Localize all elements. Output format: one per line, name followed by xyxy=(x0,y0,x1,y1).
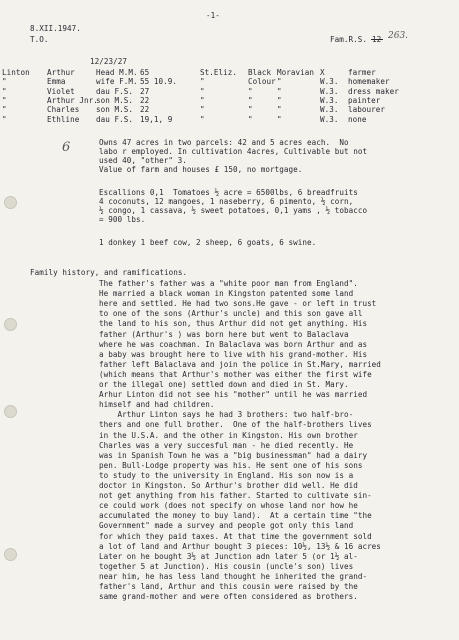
table-cell-religion: Moravian xyxy=(277,68,314,77)
table-cell-colour: Colour xyxy=(248,77,276,87)
text-line: where he was coachman. In Balaclava was born Arthur and as xyxy=(99,339,368,349)
text-line: a baby was brought here to live with his grand-mother. His xyxy=(99,349,368,359)
text-line: a lot of land and Arthur bought 3 pieces: 10½, 13½ & 16 acres xyxy=(99,541,381,551)
table-cell-age: 22 xyxy=(140,95,150,105)
text-line: Value of farm and houses £ 150, no mortgage. xyxy=(99,165,303,174)
table-cell-relation: son M.S. xyxy=(96,105,133,115)
table-cell-colour: Black xyxy=(248,68,272,77)
table-cell-birth: " xyxy=(200,95,205,105)
text-line: the land to his son, thus Arthur did not get anything. His xyxy=(99,319,368,329)
punch-hole xyxy=(4,196,17,209)
table-cell-occupation: labourer xyxy=(348,105,385,115)
table-cell-lit: X xyxy=(320,68,325,77)
punch-hole xyxy=(4,318,17,331)
text-line: Escallions 0,1 Tomatoes ½ acre = 6500lbs, 6 breadfruits xyxy=(99,188,358,197)
table-cell-religion: " xyxy=(277,95,282,105)
table-cell-surname: " xyxy=(2,86,7,96)
table-cell-occupation: homemaker xyxy=(348,77,390,87)
table-cell-age: 22 xyxy=(140,105,150,115)
table-cell-name: Emma xyxy=(47,77,66,87)
livestock-line: 1 donkey 1 beef cow, 2 sheep, 6 goats, 6 swine. xyxy=(99,238,317,247)
text-line: near him, he has less land thought he inherited the grand- xyxy=(99,571,368,581)
text-line: or the illegal one) settled down and died in St. Mary. xyxy=(99,380,349,389)
table-cell-lit: W.3. xyxy=(320,105,339,115)
text-line: = 900 lbs. xyxy=(99,215,146,224)
text-line: pen. Bull-Lodge property was his. He sent one of his sons xyxy=(99,460,363,470)
table-cell-birth: " xyxy=(200,86,205,96)
table-cell-relation: son M.S. xyxy=(96,95,133,105)
table-cell-age: 19,1, 9 xyxy=(140,114,173,124)
table-cell-colour: " xyxy=(248,86,253,96)
text-line: himself and had children. xyxy=(99,400,215,410)
table-cell-surname: " xyxy=(2,77,7,87)
table-cell-name: Arthur xyxy=(47,68,75,77)
text-line: to one of the sons (Arthur's uncle) and this son gave all xyxy=(99,309,363,319)
text-line: He married a black woman in Kingston patented some land xyxy=(99,289,354,299)
text-line: father (Arthur's ) was born here but went to Balaclava xyxy=(99,329,349,339)
punch-hole xyxy=(4,405,17,418)
text-line: to study to the university in England. His son now is a xyxy=(99,470,354,480)
text-line: Government" made a survey and people got only this land xyxy=(99,521,354,531)
text-line: 4 coconuts, 12 mangoes, 1 naseberry, 6 pimento, ½ corn, xyxy=(99,197,354,206)
table-cell-relation: dau F.S. xyxy=(96,86,133,96)
strike-through xyxy=(371,39,383,40)
text-line: in the U.S.A. and the other in Kingston. His own brother xyxy=(99,430,358,440)
table-cell-birth: " xyxy=(200,105,205,115)
table-cell-age: 55 10.9. xyxy=(140,77,177,87)
table-cell-lit: W.3. xyxy=(320,95,339,105)
table-cell-religion: " xyxy=(277,77,282,87)
text-line: ce could work (does not specify on whose land nor how he xyxy=(99,501,358,511)
family-ref-label: Fam.R.S. xyxy=(330,35,367,44)
table-cell-occupation: none xyxy=(348,114,367,124)
text-line: labo r employed. In cultivation 4acres, Cultivable but not xyxy=(99,147,368,156)
table-cell-name: Ethline xyxy=(47,114,80,124)
family-ref-handwritten: 263. xyxy=(388,31,409,41)
table-cell-name: Charles xyxy=(47,105,80,115)
document-date: 8.XII.1947. xyxy=(30,24,81,33)
table-cell-lit: W.3. xyxy=(320,86,339,96)
page-number: -1- xyxy=(206,11,220,20)
punch-hole xyxy=(4,548,17,561)
table-cell-surname: " xyxy=(2,95,7,105)
text-line: Arhur Linton did not see his "mother" until he was married xyxy=(99,390,368,400)
table-cell-name: Arthur Jnr. xyxy=(47,95,98,105)
table-cell-lit: W.3. xyxy=(320,114,339,124)
text-line: The father's father was a "white poor man from England". xyxy=(99,279,358,288)
text-line: together 5 at Junction). His cousin (uncle's son) lives xyxy=(99,561,354,571)
table-cell-surname: Linton xyxy=(2,68,30,77)
table-cell-colour: " xyxy=(248,105,253,115)
text-line: Owns 47 acres in two parcels: 42 and 5 acres each. No xyxy=(99,138,349,147)
margin-note: 6 xyxy=(62,140,71,155)
table-cell-age: 27 xyxy=(140,86,150,96)
table-cell-religion: " xyxy=(277,105,282,115)
text-line: not get anything from his father. Started to cultivate sin- xyxy=(99,491,372,501)
text-line: used 40, "other" 3. xyxy=(99,156,187,165)
text-line: doctor in Kingston. So Arthur's brother did well. He did xyxy=(99,481,358,490)
typist-initials: T.O. xyxy=(30,35,49,44)
table-cell-surname: " xyxy=(2,114,7,124)
table-cell-occupation: dress maker xyxy=(348,86,399,96)
table-cell-colour: " xyxy=(248,114,253,124)
table-cell-occupation: farmer xyxy=(348,68,376,77)
table-cell-age: 65 xyxy=(140,68,150,77)
text-line: ½ congo, 1 cassava, ½ sweet potatoes, 0,1 yams , ½ tobacco xyxy=(99,206,368,215)
text-line: same grand-mother and were often considered as brothers. xyxy=(99,592,358,602)
text-line: accumulated the money to buy land). At a certain time "the xyxy=(99,511,372,521)
text-line: father left Balaclava and join the police in St.Mary, married xyxy=(99,359,381,369)
history-heading: Family history, and ramifications. xyxy=(30,268,188,277)
text-line: Arthur Linton says he had 3 brothers: two half-bro- xyxy=(99,410,354,420)
table-cell-colour: " xyxy=(248,95,253,105)
table-cell-birth: " xyxy=(200,114,205,124)
text-line: thers and one full brother. One of the half-brothers lives xyxy=(99,420,372,430)
text-line: was in Spanish Town he was a "big businessman" had a dairy xyxy=(99,450,368,460)
table-cell-relation: Head M.M. xyxy=(96,68,138,77)
text-line: (which means that Arthur's mother was either the first wife xyxy=(99,369,372,379)
table-cell-name: Violet xyxy=(47,86,75,96)
table-cell-relation: dau F.S. xyxy=(96,114,133,124)
table-cell-religion: " xyxy=(277,86,282,96)
table-cell-occupation: painter xyxy=(348,95,381,105)
text-line: here and settled. He had two sons.He gave - or left in trust xyxy=(99,299,377,309)
table-cell-lit: W.3. xyxy=(320,77,339,87)
text-line: for which they paid taxes. At that time the government sold xyxy=(99,531,372,541)
table-cell-religion: " xyxy=(277,114,282,124)
table-cell-surname: " xyxy=(2,105,7,115)
text-line: Later on he bought 3½ at Junction adn later 5 (or 1½ al- xyxy=(99,551,358,561)
table-cell-birth: St.Eliz. xyxy=(200,68,237,77)
table-cell-relation: wife F.M. xyxy=(96,77,138,87)
table-cell-birth: " xyxy=(200,77,205,87)
text-line: father's land, Arthur and this cousin were raised by the xyxy=(99,582,358,591)
text-line: Charles was a very succesful man - he died recently. He xyxy=(99,440,354,450)
household-date: 12/23/27 xyxy=(90,57,127,66)
